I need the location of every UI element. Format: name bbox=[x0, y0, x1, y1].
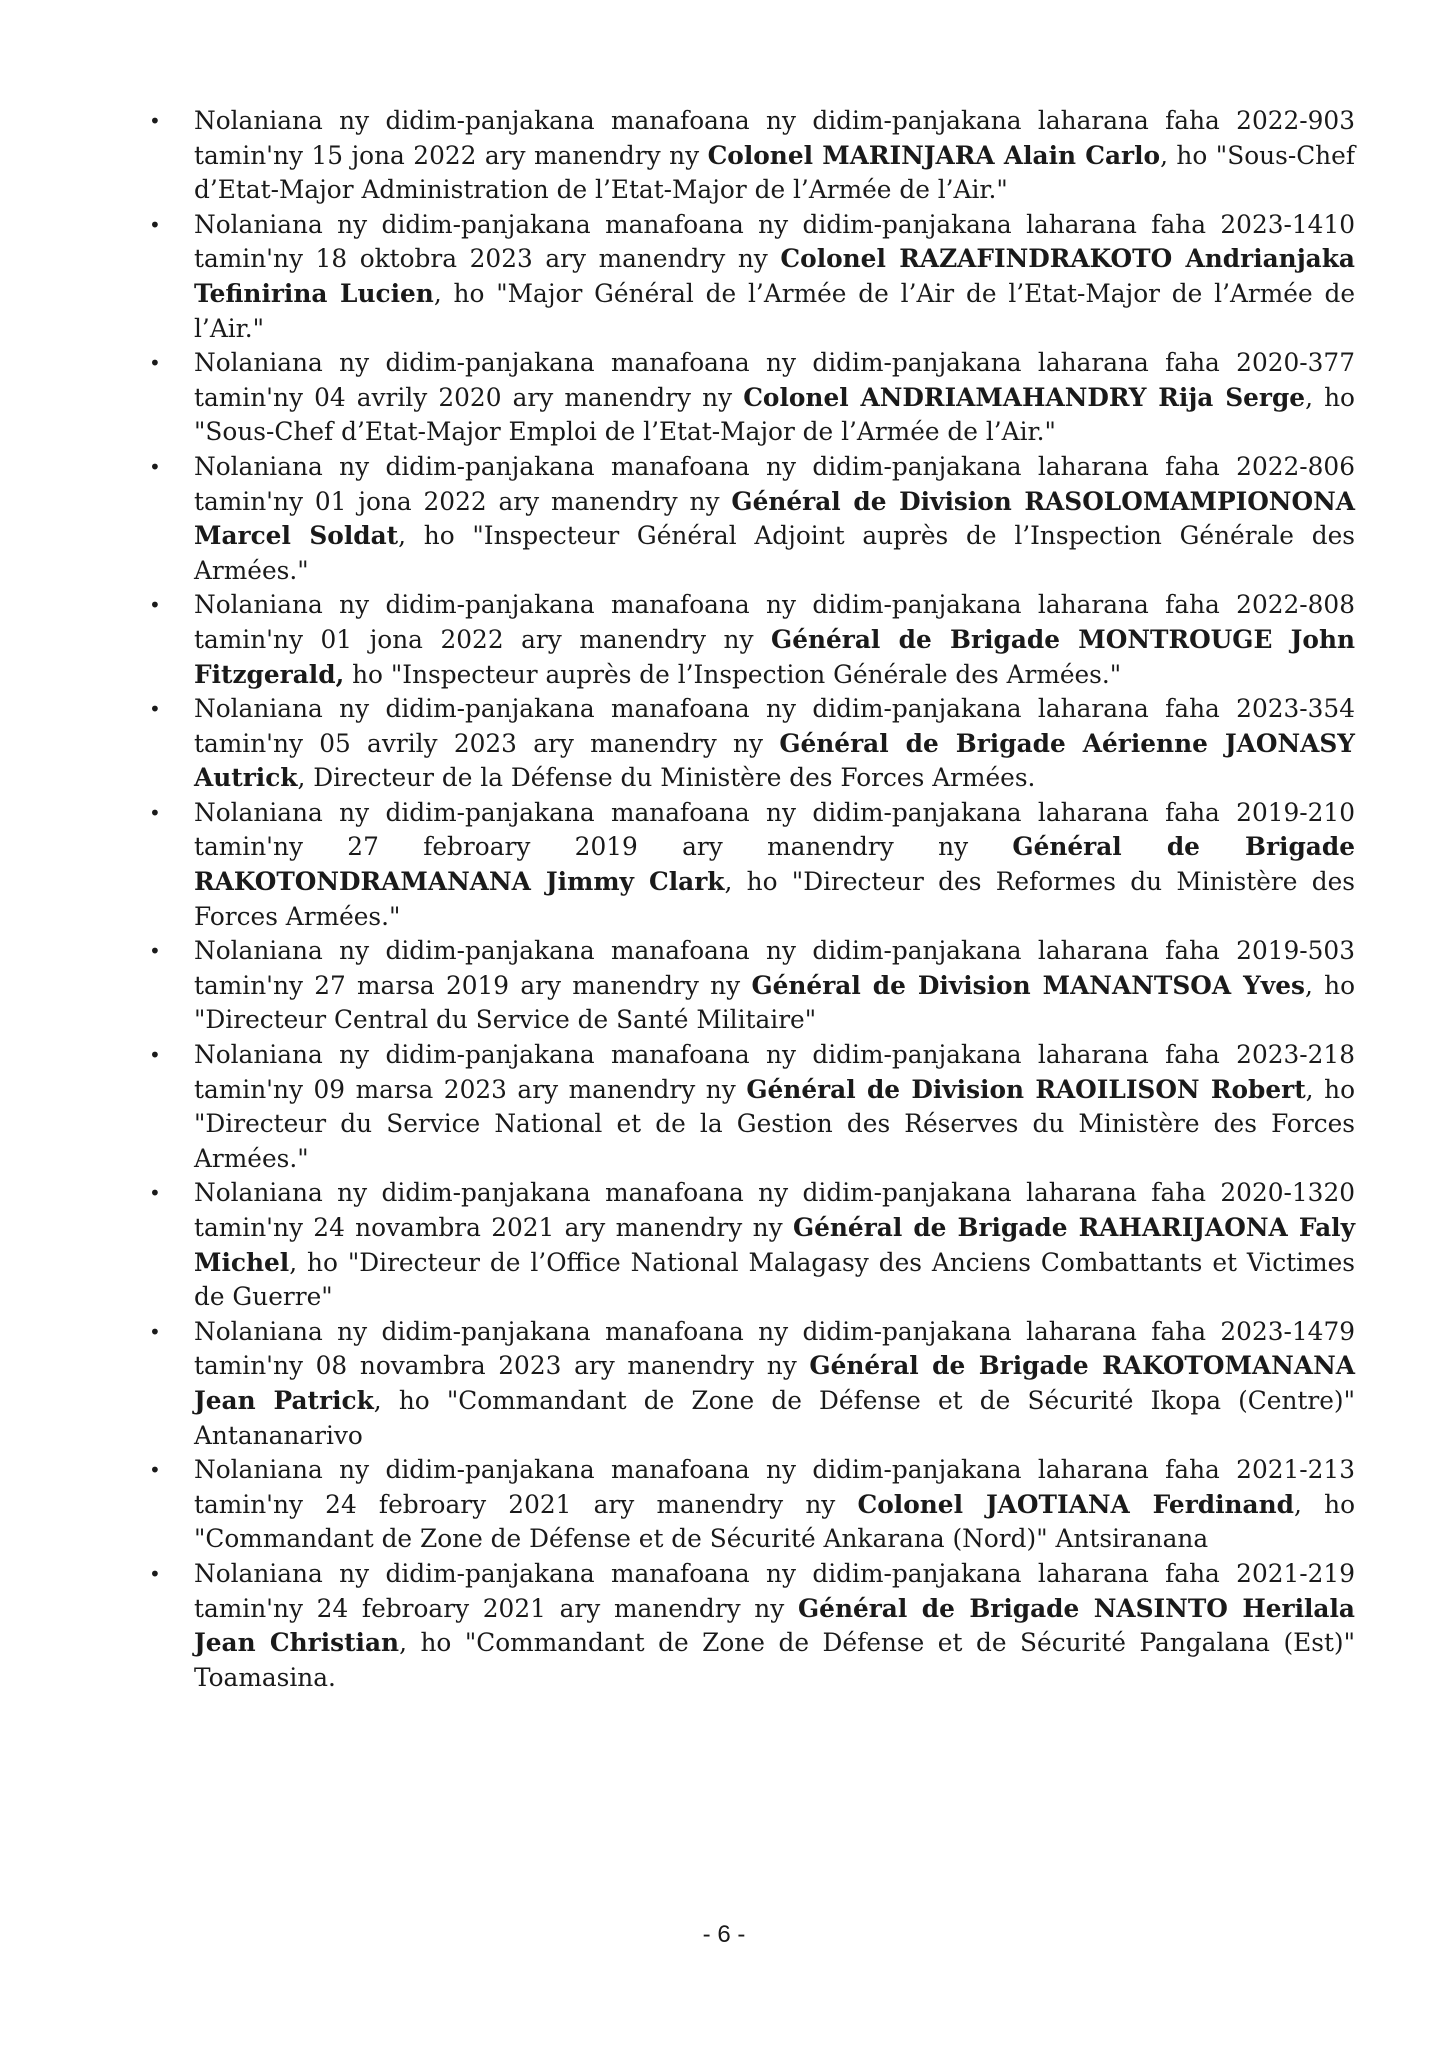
list-item bbox=[144, 934, 1355, 1038]
bullet-icon: • bbox=[149, 1043, 161, 1068]
item-text: , ho "Commandant de Zone de Défense et de Sécurité Ikopa (Centre)" Antananarivo bbox=[194, 1385, 1355, 1450]
item-text: Nolaniana ny didim-panjakana manafoana ny didim-panjakana laharana faha 2020-377 tamin'ny 04 avrily 2020 ary manendry ny bbox=[194, 348, 1355, 412]
item-text: Nolaniana ny didim-panjakana manafoana ny didim-panjakana laharana faha 2022-808 tamin'ny 01 jona 2022 ary manendry ny bbox=[194, 590, 1355, 654]
item-text: Nolaniana ny didim-panjakana manafoana ny didim-panjakana laharana faha 2019-210 tamin'ny 27 febroary 2019 ary manendry ny bbox=[194, 797, 1355, 862]
list-item bbox=[144, 1176, 1355, 1314]
list-item bbox=[144, 1315, 1355, 1453]
item-text: , ho "Commandant de Zone de Défense et de Sécurité Ankarana (Nord)" Antsiranana bbox=[194, 1489, 1355, 1554]
item-text: , Directeur de la Défense du Ministère des Forces Armées. bbox=[297, 763, 1036, 793]
bullet-icon: • bbox=[149, 800, 161, 825]
bullet-icon: • bbox=[149, 697, 161, 722]
officer-name: Colonel RAZAFINDRAKOTO Andrianjaka Tefinirina Lucien bbox=[194, 244, 1355, 308]
item-text: Nolaniana ny didim-panjakana manafoana ny didim-panjakana laharana faha 2023-1479 tamin'ny 08 novambra 2023 ary manendry ny bbox=[194, 1316, 1355, 1381]
bullet-icon: • bbox=[149, 1458, 161, 1483]
bullet-icon: • bbox=[149, 109, 161, 133]
item-text: Nolaniana ny didim-panjakana manafoana ny didim-panjakana laharana faha 2023-354 tamin'ny 05 avrily 2023 ary manendry ny bbox=[194, 694, 1355, 758]
item-text: Nolaniana ny didim-panjakana manafoana ny didim-panjakana laharana faha 2023-218 tamin'ny 09 marsa 2023 ary manendry ny bbox=[194, 1040, 1355, 1104]
item-text: Nolaniana ny didim-panjakana manafoana ny didim-panjakana laharana faha 2019-503 tamin'ny 27 marsa 2019 ary manendry ny bbox=[194, 936, 1355, 1000]
bullet-icon: • bbox=[149, 939, 161, 964]
item-text: Nolaniana ny didim-panjakana manafoana ny didim-panjakana laharana faha 2021-219 tamin'ny 24 febroary 2021 ary manendry ny bbox=[194, 1558, 1355, 1623]
item-text: Nolaniana ny didim-panjakana manafoana ny didim-panjakana laharana faha 2023-1410 tamin'ny 18 oktobra 2023 ary manendry ny bbox=[194, 209, 1355, 274]
bullet-icon: • bbox=[149, 1181, 161, 1206]
officer-name: Général de Brigade MONTROUGE John Fitzgerald, bbox=[194, 624, 1355, 689]
item-text: , ho "Sous-Chef d’Etat-Major Emploi de l’Etat-Major de l’Armée de l’Air." bbox=[194, 382, 1355, 447]
officer-name: Colonel MARINJARA Alain Carlo bbox=[707, 140, 1161, 170]
bullet-icon: • bbox=[149, 593, 161, 618]
list-item bbox=[144, 104, 1355, 208]
officer-name: Colonel ANDRIAMAHANDRY Rija Serge bbox=[743, 382, 1306, 412]
bullet-icon: • bbox=[149, 351, 161, 376]
item-text: Nolaniana ny didim-panjakana manafoana ny didim-panjakana laharana faha 2021-213 tamin'ny 24 febroary 2021 ary manendry ny bbox=[194, 1455, 1355, 1519]
item-text: , ho "Major Général de l’Armée de l’Air de l’Etat-Major de l’Armée de l’Air." bbox=[194, 278, 1355, 343]
page-number: - 6 - bbox=[702, 1921, 746, 1948]
item-text: , ho "Inspecteur Général Adjoint auprès de l’Inspection Générale des Armées." bbox=[194, 521, 1355, 585]
officer-name: Général de Division MANANTSOA Yves bbox=[751, 970, 1305, 1000]
officer-name: Général de Division RAOILISON Robert bbox=[746, 1074, 1306, 1104]
bullet-icon: • bbox=[149, 1319, 161, 1344]
item-text: Nolaniana ny didim-panjakana manafoana ny didim-panjakana laharana faha 2020-1320 tamin'ny 24 novambra 2021 ary manendry ny bbox=[194, 1178, 1355, 1242]
bullet-icon: • bbox=[149, 1561, 161, 1586]
bullet-icon: • bbox=[149, 454, 161, 479]
item-text: , ho "Directeur du Service National et de la Gestion des Réserves du Ministère des Forces Armées." bbox=[194, 1074, 1355, 1173]
list-item bbox=[144, 1557, 1355, 1695]
item-text: , ho "Directeur Central du Service de Santé Militaire" bbox=[194, 970, 1356, 1035]
officer-name: Général de Brigade RAKOTONDRAMANANA Jimmy Clark bbox=[194, 832, 1355, 897]
item-text: , ho "Directeur des Reformes du Ministère des Forces Armées." bbox=[194, 867, 1356, 931]
list-item bbox=[144, 588, 1355, 692]
list-item bbox=[144, 346, 1355, 450]
item-text: , ho "Directeur de l’Office National Malagasy des Anciens Combattants et Victimes de Guerre" bbox=[194, 1247, 1355, 1312]
decree-list bbox=[144, 104, 1355, 1695]
list-item bbox=[144, 1453, 1355, 1557]
list-item bbox=[144, 450, 1355, 588]
officer-name: Colonel JAOTIANA Ferdinand bbox=[857, 1489, 1294, 1519]
list-item bbox=[144, 796, 1355, 934]
item-text: Nolaniana ny didim-panjakana manafoana ny didim-panjakana laharana faha 2022-806 tamin'ny 01 jona 2022 ary manendry ny bbox=[194, 451, 1355, 516]
officer-name: Général de Division RASOLOMAMPIONONA Marcel Soldat bbox=[194, 486, 1355, 551]
list-item bbox=[144, 692, 1355, 796]
officer-name: Général de Brigade RAKOTOMANANA Jean Patrick bbox=[194, 1351, 1355, 1415]
list-item bbox=[144, 1038, 1355, 1176]
bullet-icon: • bbox=[149, 212, 161, 237]
officer-name: Général de Brigade RAHARIJAONA Faly Michel bbox=[194, 1213, 1355, 1277]
item-text: , ho "Sous-Chef d’Etat-Major Administration de l’Etat-Major de l’Armée de l’Air." bbox=[194, 140, 1355, 205]
item-text: ho "Inspecteur auprès de l’Inspection Générale des Armées." bbox=[344, 659, 1122, 689]
item-text: Nolaniana ny didim-panjakana manafoana ny didim-panjakana laharana faha 2022-903 tamin'ny 15 jona 2022 ary manendry ny bbox=[194, 106, 1355, 170]
item-text: , ho "Commandant de Zone de Défense et de Sécurité Pangalana (Est)" Toamasina. bbox=[194, 1628, 1355, 1692]
officer-name: Général de Brigade Aérienne JAONASY Autrick bbox=[194, 728, 1355, 793]
officer-name: Général de Brigade NASINTO Herilala Jean Christian bbox=[194, 1593, 1355, 1658]
list-item bbox=[144, 208, 1355, 346]
